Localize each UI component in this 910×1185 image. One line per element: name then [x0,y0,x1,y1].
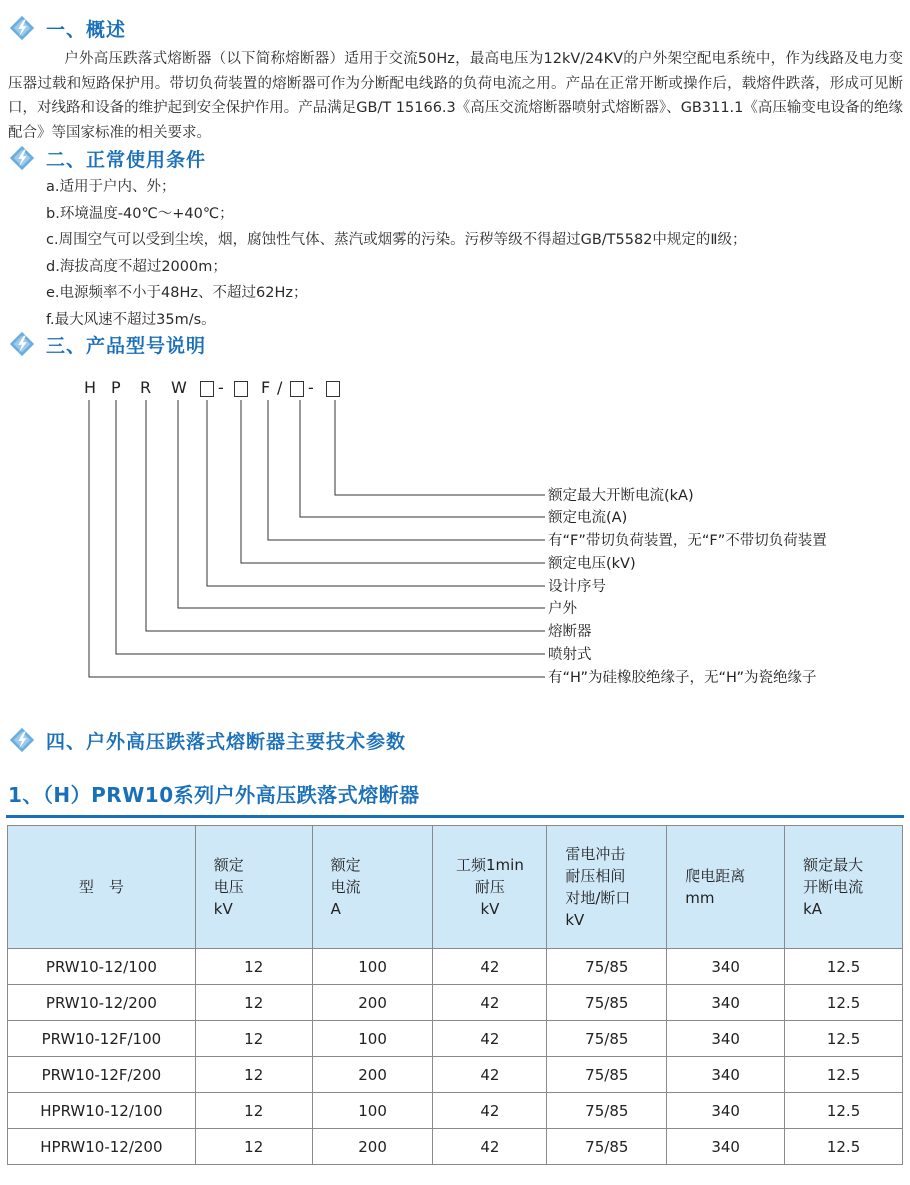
section-conditions-heading [8,144,206,172]
section-params-heading [8,726,406,754]
legend-rated-voltage: 额定电压(kV) [548,556,636,572]
table-cell: 340 [667,1057,785,1093]
section-title: 三、产品型号说明 [46,334,207,357]
table-cell: 75/85 [547,1129,667,1165]
legend-load-switch: 有“F”带切负荷装置，无“F”不带切负荷装置 [548,533,827,549]
header-power-frequency: 工频1min 耐压 kV [433,826,547,949]
lightning-diamond-icon [8,726,36,754]
table-cell: 12.5 [785,985,903,1021]
table-cell: 42 [433,949,547,985]
table-cell: 12.5 [785,1021,903,1057]
table-cell: 42 [433,1093,547,1129]
legend-insulator: 有“H”为硅橡胶绝缘子，无“H”为瓷绝缘子 [548,670,817,686]
overview-text: 户外高压跌落式熔断器（以下简称熔断器）适用于交流50Hz，最高电压为12kV/24KV的户外架空配电系统中，作为线路及电力变压器过载和短路保护用。带切负荷装置的熔断器可作为分断配电线路的负荷电流之用。产品在正常开断或操作后，载熔件跌落，形成可见断口，对线路和设备的维护起到安全保护作用。产品满足GB/T 15166.3《高压交流熔断器喷射式熔断器》、GB311.1《高压输变电设备的绝缘配合》等国家标准的相关要求。 [8,51,903,141]
table-cell: 75/85 [547,985,667,1021]
section-title: 一、概述 [46,18,127,41]
table-row [8,1129,903,1165]
table-row [8,949,903,985]
table-cell: 12 [195,1093,312,1129]
code-box [326,381,340,397]
table-row [8,1021,903,1057]
table-cell: 340 [667,985,785,1021]
table-cell: 42 [433,1021,547,1057]
table-cell: 75/85 [547,1057,667,1093]
header-lightning-impulse: 雷电冲击 耐压相间 对地/断口 kV [547,826,667,949]
table-cell: PRW10-12/200 [8,985,196,1021]
table-cell: 200 [312,1129,433,1165]
table-cell: 12.5 [785,949,903,985]
code-letter-f: F [261,378,271,397]
table-cell: HPRW10-12/100 [8,1093,196,1129]
table-cell: 75/85 [547,1093,667,1129]
table-cell: 12 [195,1129,312,1165]
table-cell: 75/85 [547,1021,667,1057]
table-cell: 42 [433,1057,547,1093]
table-cell: 100 [312,1021,433,1057]
table-cell: 340 [667,1093,785,1129]
table-row [8,1093,903,1129]
code-slash: / [277,378,283,397]
header-model: 型 号 [8,826,196,949]
table-cell: 12 [195,985,312,1021]
lightning-diamond-icon [8,14,36,42]
table-cell: PRW10-12F/100 [8,1021,196,1057]
table-cell: 200 [312,1057,433,1093]
legend-expulsion: 喷射式 [548,647,592,663]
table-cell: 12.5 [785,1129,903,1165]
conditions-list [46,174,747,333]
code-letter-r: R [140,378,152,397]
code-box [290,381,304,397]
condition-item: b.环境温度-40℃～+40℃； [46,205,234,222]
table-cell: 12 [195,1021,312,1057]
section-model-heading [8,330,206,358]
table-cell: 340 [667,949,785,985]
lightning-diamond-icon [8,144,36,172]
lightning-diamond-icon [8,330,36,358]
header-creepage: 爬电距离 mm [667,826,785,949]
table-cell: 340 [667,1129,785,1165]
table-cell: 42 [433,985,547,1021]
legend-breaking-current: 额定最大开断电流(kA) [548,488,694,504]
table-cell: 12 [195,1057,312,1093]
subsection-title: 1、（H）PRW10系列户外高压跌落式熔断器 [8,783,420,807]
table-cell: 100 [312,949,433,985]
table-cell: 200 [312,985,433,1021]
code-dash: - [308,378,314,397]
table-body [8,949,903,1165]
table-cell: PRW10-12/100 [8,949,196,985]
section-overview-heading [8,14,126,42]
table-cell: 340 [667,1021,785,1057]
section-title: 四、户外高压跌落式熔断器主要技术参数 [46,730,407,753]
subsection-divider [6,815,904,818]
code-letter-h: H [84,378,97,397]
condition-item: e.电源频率不小于48Hz、不超过62Hz； [46,285,308,301]
table-row [8,985,903,1021]
section-title: 二、正常使用条件 [46,148,207,171]
table-cell: 75/85 [547,949,667,985]
code-dash: - [218,378,224,397]
table-cell: PRW10-12F/200 [8,1057,196,1093]
header-breaking-current: 额定最大 开断电流 kA [785,826,903,949]
table-header-row [8,826,903,949]
code-letter-p: P [111,378,121,397]
overview-paragraph [8,47,903,145]
legend-design-number: 设计序号 [548,579,606,595]
table-cell: HPRW10-12/200 [8,1129,196,1165]
condition-item: f.最大风速不超过35m/s。 [46,311,216,328]
condition-item: c.周围空气可以受到尘埃，烟，腐蚀性气体、蒸汽或烟雾的污染。污秽等级不得超过GB/T5582中规定的Ⅱ级； [46,232,747,248]
header-rated-voltage: 额定 电压 kV [195,826,312,949]
table-row [8,1057,903,1093]
code-letter-w: W [171,378,187,397]
condition-item: a.适用于户内、外； [46,179,176,195]
table-cell: 12.5 [785,1093,903,1129]
code-box [234,381,248,397]
header-rated-current: 额定 电流 A [312,826,433,949]
table-cell: 12.5 [785,1057,903,1093]
legend-fuse: 熔断器 [548,624,592,640]
legend-outdoor: 户外 [548,601,577,617]
code-box [200,381,214,397]
condition-item: d.海拔高度不超过2000m； [46,258,227,275]
table-cell: 42 [433,1129,547,1165]
table-cell: 12 [195,949,312,985]
table-cell: 100 [312,1093,433,1129]
legend-rated-current: 额定电流(A) [548,510,628,526]
spec-table [7,825,903,1165]
